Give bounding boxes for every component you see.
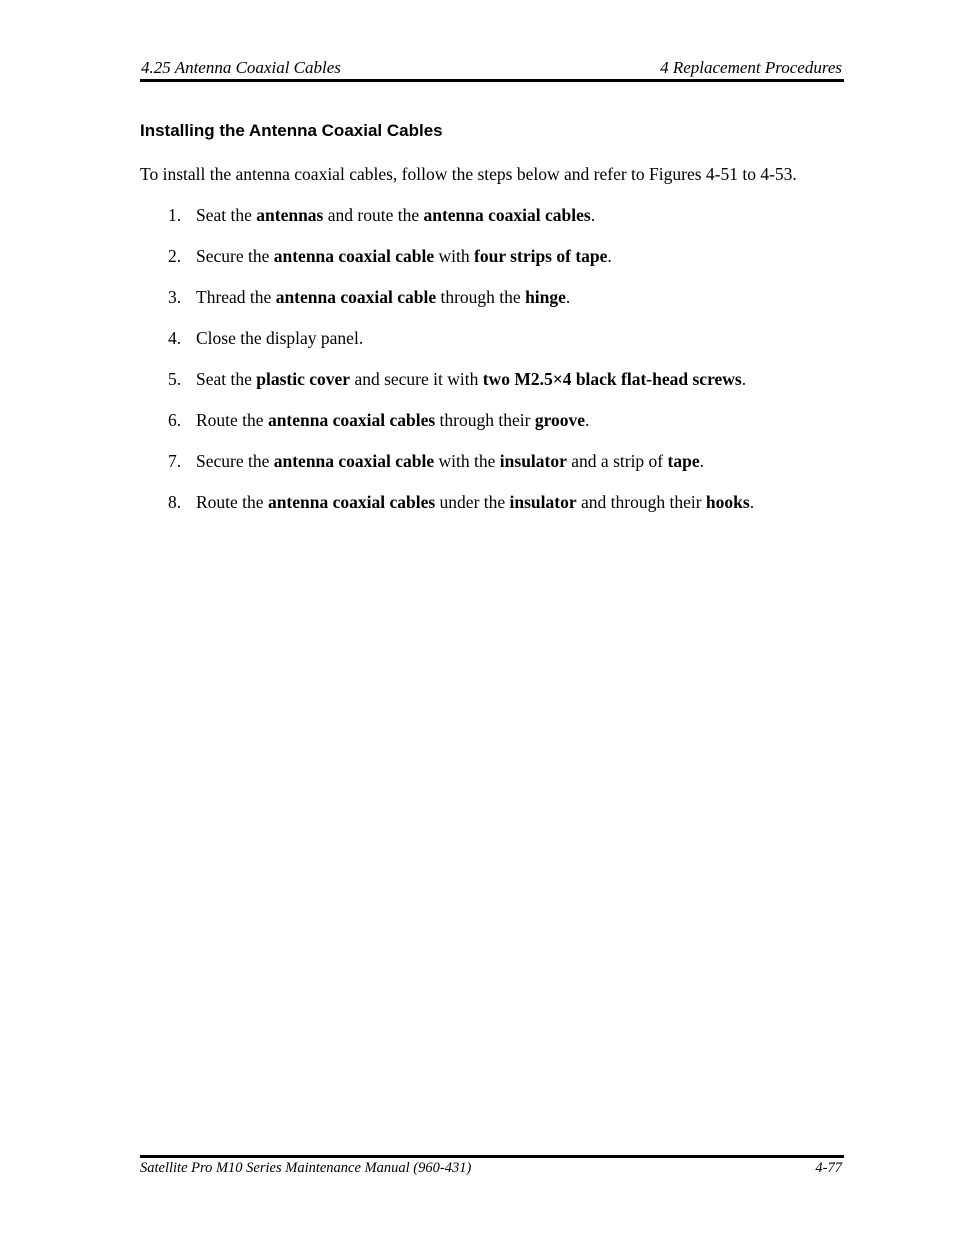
step-bold-term: two M2.5×4 black flat-head screws [482, 369, 742, 389]
step-text-run: Secure the [196, 246, 274, 266]
step-bold-term: insulator [509, 492, 577, 512]
step-bold-term: tape [667, 451, 700, 471]
step-text-run: with [434, 246, 475, 266]
footer-manual-title: Satellite Pro M10 Series Maintenance Manual (960-431) [140, 1160, 472, 1176]
step-text [196, 328, 363, 349]
step-number: 8. [168, 492, 182, 512]
step-number: 4. [168, 328, 182, 348]
step-bold-term: antennas [256, 205, 324, 225]
step-number: 6. [168, 410, 182, 430]
step-text-run: . [741, 369, 747, 389]
section-heading: Installing the Antenna Coaxial Cables [140, 121, 443, 140]
step-number: 5. [168, 369, 182, 389]
step-text [196, 246, 612, 267]
step-bold-term: antenna coaxial cable [273, 246, 435, 266]
page-footer [140, 1159, 844, 1181]
page-header [140, 56, 844, 80]
step-text-run: . [585, 410, 590, 430]
header-section-title: 4.25 Antenna Coaxial Cables [141, 58, 341, 77]
step-text-run: and through their [576, 492, 706, 512]
step-text-run: . [607, 246, 612, 266]
step-bold-term: antenna coaxial cables [267, 492, 436, 512]
step-text-run: and route the [323, 205, 424, 225]
step-number: 2. [168, 246, 182, 266]
step-text [196, 287, 570, 308]
step-text [196, 492, 754, 513]
step-text-run: through their [435, 410, 535, 430]
step-text-run: and secure it with [350, 369, 483, 389]
step-bold-term: insulator [499, 451, 567, 471]
step-text [196, 410, 589, 431]
header-chapter-title: 4 Replacement Procedures [660, 58, 842, 77]
step-number: 1. [168, 205, 182, 225]
step-text-run: with the [434, 451, 500, 471]
step-text-run: . [699, 451, 704, 471]
step-text-run: through the [436, 287, 526, 307]
step-text-run: . [565, 287, 571, 307]
step-text-run: and a strip of [566, 451, 668, 471]
step-bold-term: hooks [705, 492, 750, 512]
header-rule [140, 79, 844, 82]
step-number: 3. [168, 287, 182, 307]
footer-rule [140, 1155, 844, 1158]
step-text-run: . [590, 205, 596, 225]
step-bold-term: antenna coaxial cable [273, 451, 435, 471]
intro-paragraph: To install the antenna coaxial cables, follow the steps below and refer to Figures 4-51 to 4-53. [140, 164, 797, 184]
step-bold-term: four strips of tape [474, 246, 608, 266]
step-bold-term: hinge [525, 287, 566, 307]
step-text [196, 369, 746, 390]
step-text-run: Seat the [196, 205, 257, 225]
step-text-run: Close the display panel. [196, 328, 364, 348]
step-bold-term: antenna coaxial cable [275, 287, 437, 307]
step-text [196, 451, 704, 472]
step-bold-term: groove [534, 410, 586, 430]
step-text-run: Seat the [196, 369, 257, 389]
step-bold-term: antenna coaxial cables [423, 205, 591, 225]
footer-page-number: 4-77 [815, 1160, 842, 1176]
step-text-run: Route the [196, 492, 268, 512]
step-text-run: Secure the [196, 451, 274, 471]
step-text-run: Thread the [196, 287, 276, 307]
step-text [196, 205, 595, 226]
step-bold-term: antenna coaxial cables [267, 410, 436, 430]
step-text-run: Route the [196, 410, 268, 430]
step-text-run: under the [435, 492, 510, 512]
step-bold-term: plastic cover [256, 369, 351, 389]
step-number: 7. [168, 451, 182, 471]
step-text-run: . [749, 492, 755, 512]
